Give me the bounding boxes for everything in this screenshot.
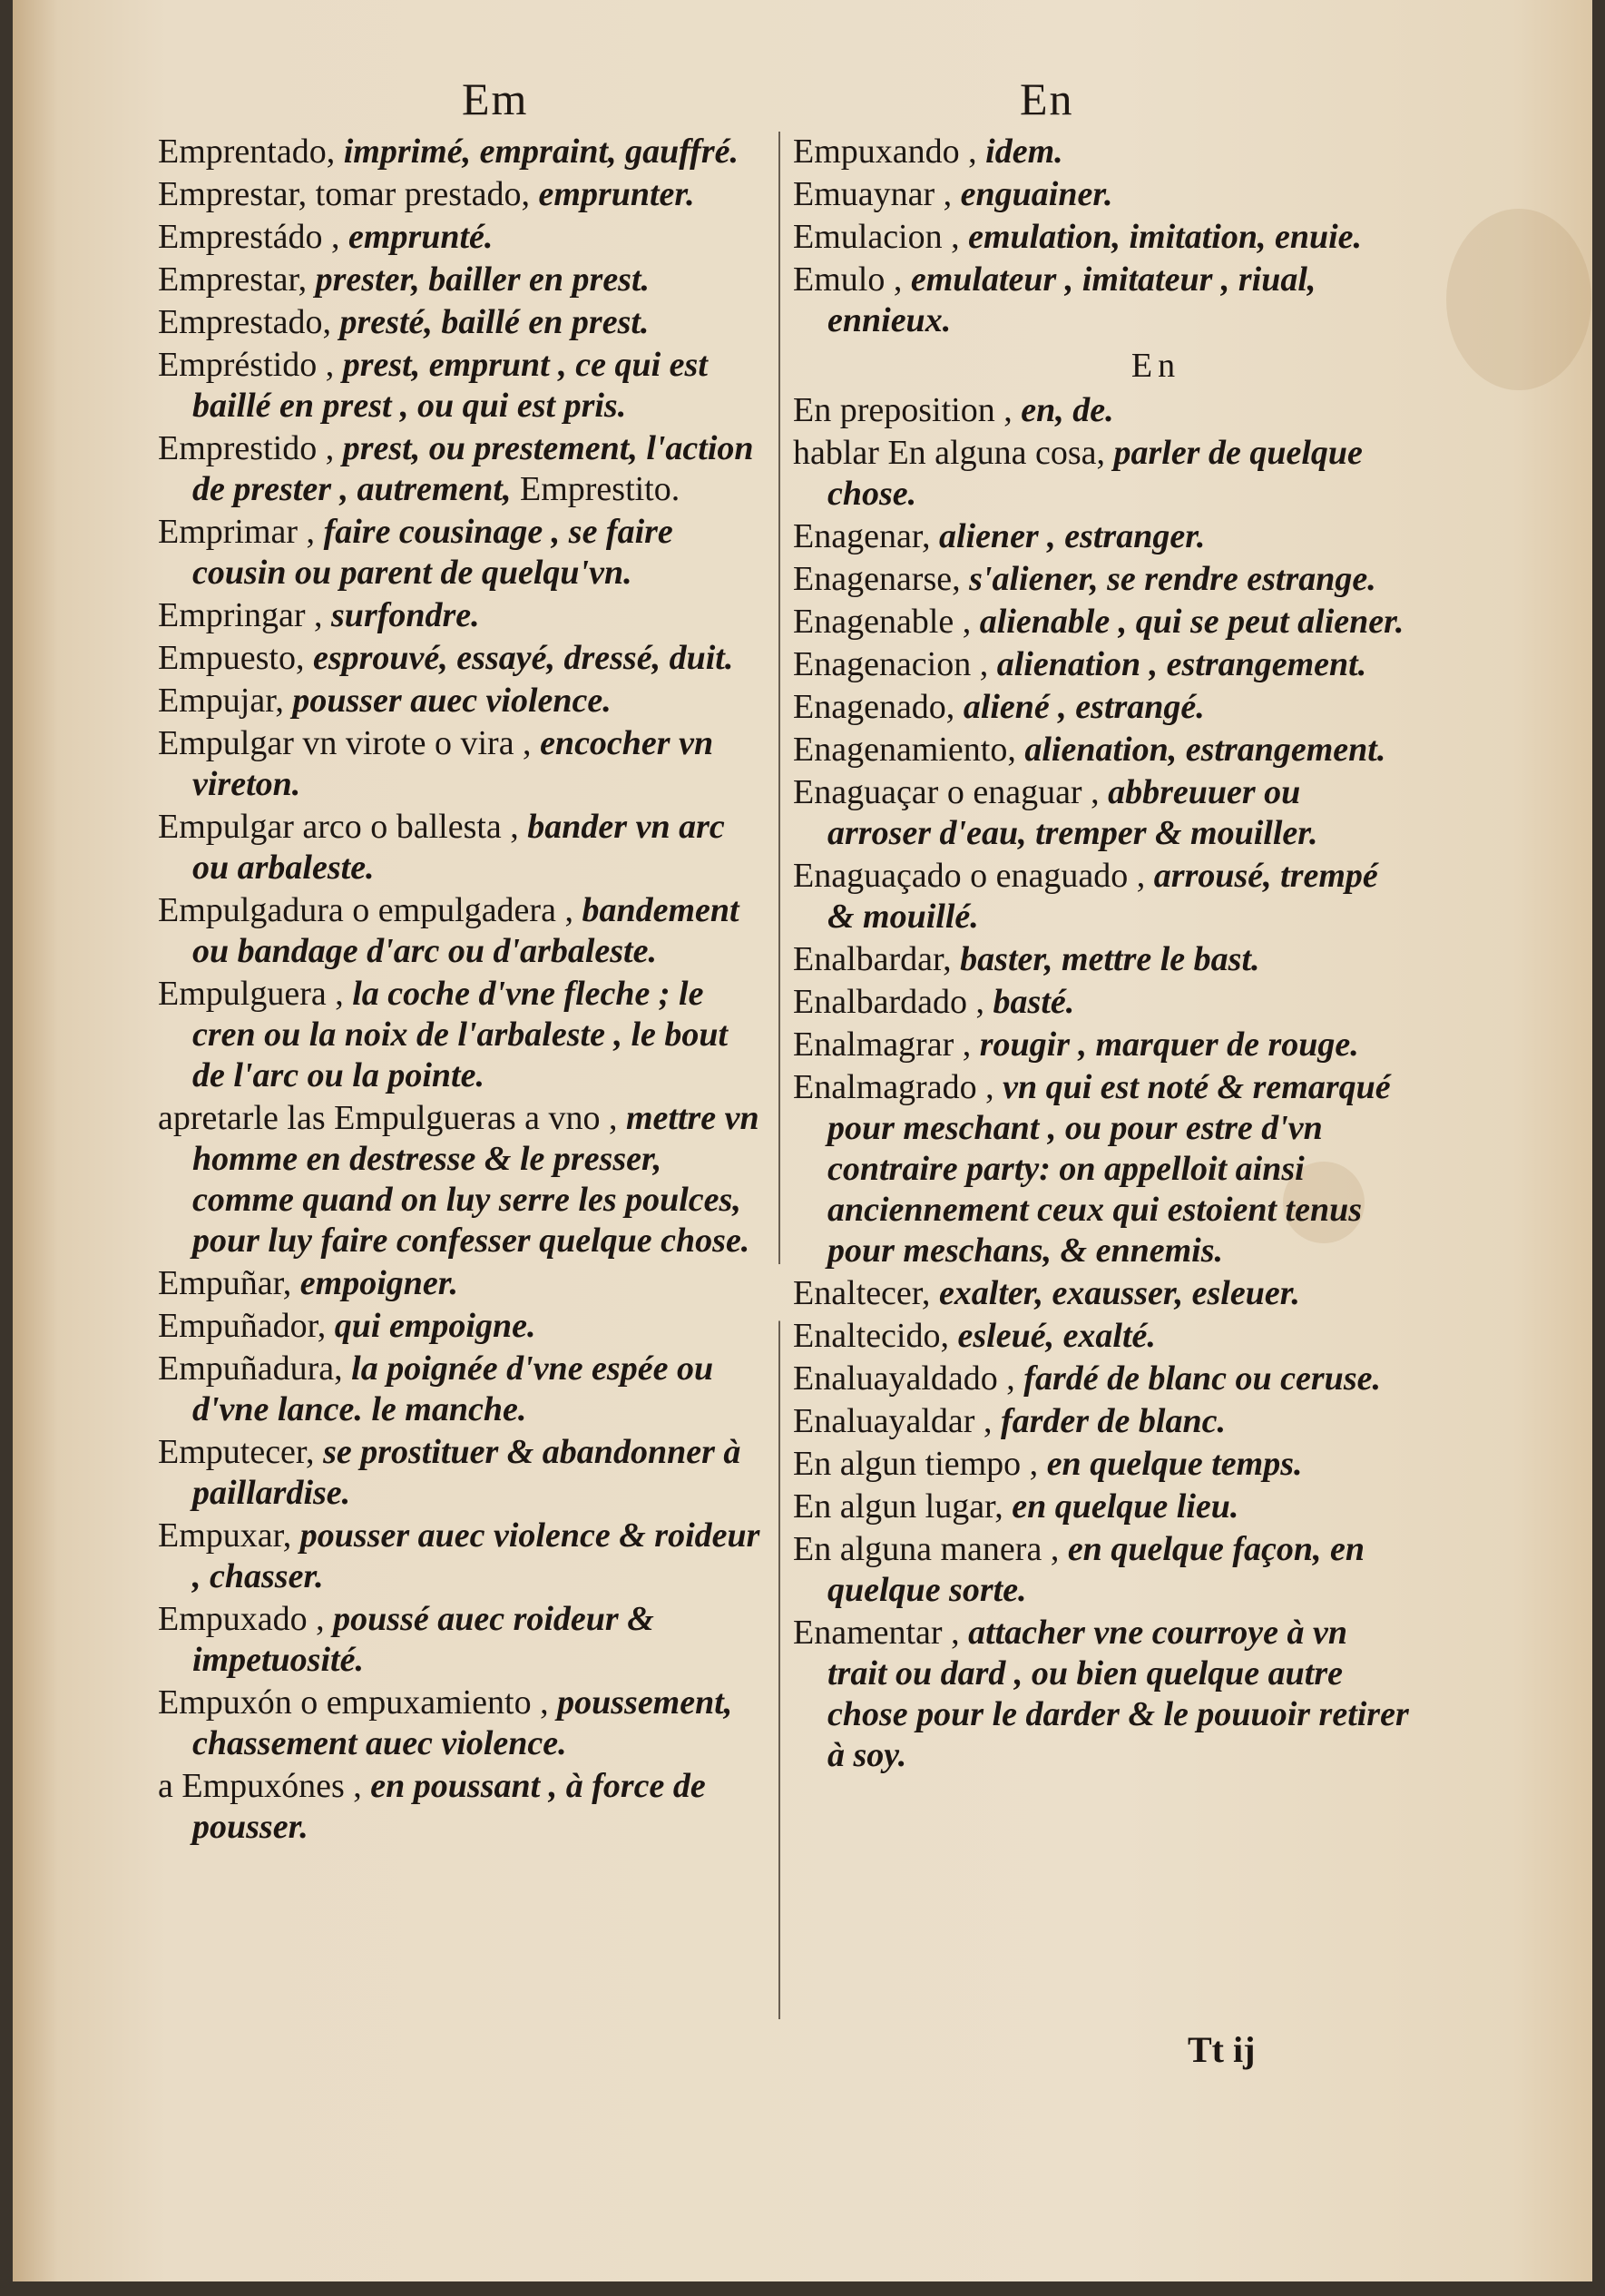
entry-headword: Empuxar, (158, 1516, 292, 1555)
entry-headword: Enamentar , (793, 1614, 960, 1652)
entry-definition: encocher vn vireton. (192, 724, 714, 803)
entry-definition: pousser auec violence. (292, 682, 612, 720)
entry-definition: fardé de blanc ou ceruse. (1023, 1359, 1381, 1398)
dictionary-entry (793, 132, 1410, 172)
entry-headword: Enaguaçar o enaguar , (793, 773, 1100, 811)
dictionary-entry (793, 1316, 1410, 1357)
entry-definition: esprouvé, essayé, dressé, duit. (312, 639, 734, 677)
entry-headword: Empulgar arco o ballesta , (158, 808, 519, 846)
entry-definition: empoigner. (299, 1264, 458, 1302)
dictionary-entry (158, 595, 766, 636)
entry-headword: Empulgadura o empulgadera , (158, 891, 573, 929)
entry-definition: farder de blanc. (1000, 1402, 1226, 1440)
entry-headword: Empujar, (158, 682, 284, 720)
dictionary-entry (793, 1273, 1410, 1314)
dictionary-entry (158, 1432, 766, 1514)
dictionary-entry (793, 1025, 1410, 1065)
entry-definition: imprimé, empraint, gauffré. (343, 132, 739, 171)
entry-headword: Enaluayaldar , (793, 1402, 993, 1440)
dictionary-entry (793, 772, 1410, 854)
dictionary-entry (793, 856, 1410, 937)
dictionary-entry (793, 644, 1410, 685)
entry-definition: baster, mettre le bast. (960, 940, 1260, 978)
entry-headword: Enagenar, (793, 517, 931, 555)
dictionary-entry (158, 260, 766, 300)
dictionary-entry (793, 730, 1410, 770)
dictionary-entry (158, 1349, 766, 1430)
right-column-en-entries (793, 390, 1410, 1776)
dictionary-entry (793, 1359, 1410, 1399)
entry-definition: alienation, estrangement. (1024, 731, 1386, 769)
entry-definition: la coche d'vne fleche ; le cren ou la noix de l'arbaleste , le bout de l'arc ou la pointe. (192, 975, 729, 1094)
binding-edge (25, 118, 49, 1933)
dictionary-entry (158, 681, 766, 721)
dictionary-entry (158, 1098, 766, 1261)
dictionary-entry (158, 302, 766, 343)
entry-definition: en quelque façon, en quelque sorte. (827, 1530, 1365, 1609)
section-heading-en: En (1130, 347, 1181, 385)
entry-headword: Enalbardar, (793, 940, 952, 978)
entry-definition: esleué, exalté. (957, 1317, 1156, 1355)
dictionary-entry (158, 1516, 766, 1597)
entry-headword: Enalmagrar , (793, 1025, 972, 1064)
entry-headword: Empringar , (158, 596, 323, 634)
right-column (793, 132, 1410, 1778)
entry-definition: surfondre. (331, 596, 480, 634)
entry-definition: prester, bailler en prest. (315, 260, 651, 299)
dictionary-entry (793, 1529, 1410, 1611)
entry-headword: Empuñador, (158, 1307, 327, 1345)
dictionary-entry (793, 559, 1410, 600)
entry-headword: Emprestado, (158, 303, 332, 341)
entry-headword: Empulgar vn virote o vira , (158, 724, 532, 762)
entry-definition: faire cousinage , se faire cousin ou parent de quelqu'vn. (192, 513, 673, 592)
entry-variant: Emprestito. (511, 470, 680, 508)
entry-headword: a Empuxónes , (158, 1767, 362, 1805)
entry-definition: bandement ou bandage d'arc ou d'arbaleste. (192, 891, 739, 970)
entry-definition: prest, ou prestement, l'action de prester , autrement, (192, 429, 754, 508)
entry-headword: Enaltecer, (793, 1274, 931, 1312)
dictionary-entry (793, 602, 1410, 643)
entry-definition: basté. (993, 983, 1075, 1021)
entry-headword: Enaguaçado o enaguado , (793, 857, 1146, 895)
dictionary-entry (158, 428, 766, 510)
dictionary-entry (793, 217, 1410, 258)
dictionary-entry (793, 1613, 1410, 1776)
entry-headword: Empuñadura, (158, 1349, 343, 1388)
dictionary-entry (793, 687, 1410, 728)
entry-definition: rougir , marquer de rouge. (979, 1025, 1359, 1064)
entry-headword: Emprestar, tomar prestado, (158, 175, 531, 213)
dictionary-entry (793, 260, 1410, 341)
entry-definition: idem. (985, 132, 1063, 171)
entry-definition: se prostituer & abandonner à paillardise. (192, 1433, 741, 1512)
entry-headword: Emprentado, (158, 132, 336, 171)
entry-definition: abbreuuer ou arroser d'eau, tremper & mouiller. (827, 773, 1318, 852)
entry-headword: En algun tiempo , (793, 1445, 1039, 1483)
entry-definition: alienation , estrangement. (996, 645, 1367, 683)
entry-headword: Emprimar , (158, 513, 316, 551)
entry-headword: Emprestádo , (158, 218, 340, 256)
entry-definition: poussement, chassement auec violence. (192, 1683, 733, 1762)
dictionary-entry (158, 1766, 766, 1848)
entry-definition: emprunter. (538, 175, 695, 213)
dictionary-entry (158, 723, 766, 805)
paper-stain (1446, 209, 1591, 390)
entry-headword: En algun lugar, (793, 1487, 1003, 1526)
entry-headword: Empuxando , (793, 132, 977, 171)
dictionary-entry (793, 982, 1410, 1023)
entry-headword: Empuxado , (158, 1600, 325, 1638)
entry-headword: Emuaynar , (793, 175, 953, 213)
entry-definition: alienable , qui se peut aliener. (979, 603, 1404, 641)
entry-headword: Enagenarse, (793, 560, 961, 598)
entry-definition: exalter, exausser, esleuer. (938, 1274, 1300, 1312)
dictionary-entry (793, 433, 1410, 515)
signature-mark: Tt ij (1188, 2029, 1256, 2070)
dictionary-entry (158, 345, 766, 427)
entry-definition: prest, emprunt , ce qui est baillé en prest , ou qui est pris. (192, 346, 708, 425)
entry-definition: mettre vn homme en destresse & le presser, comme quand on luy serre les poulces, pour luy faire confesser quelque chose. (192, 1099, 759, 1260)
entry-headword: Enalmagrado , (793, 1068, 994, 1106)
entry-definition: la poignée d'vne espée ou d'vne lance. le manche. (192, 1349, 714, 1428)
entry-headword: Enaltecido, (793, 1317, 949, 1355)
entry-definition: presté, baillé en prest. (339, 303, 650, 341)
entry-headword: Emulacion , (793, 218, 960, 256)
dictionary-entry (793, 1444, 1410, 1485)
entry-definition: en quelque lieu. (1012, 1487, 1239, 1526)
entry-headword: Enagenable , (793, 603, 972, 641)
entry-headword: Enalbardado , (793, 983, 985, 1021)
entry-definition: aliener , estranger. (938, 517, 1206, 555)
entry-headword: Empuxón o empuxamiento , (158, 1683, 549, 1722)
running-head-left: Em (462, 74, 529, 124)
entry-headword: En preposition , (793, 391, 1013, 429)
dictionary-entry (793, 174, 1410, 215)
dictionary-entry (158, 974, 766, 1096)
dictionary-entry (158, 1263, 766, 1304)
entry-headword: Emprestido , (158, 429, 335, 467)
entry-headword: Enagenamiento, (793, 731, 1016, 769)
dictionary-entry (793, 390, 1410, 431)
column-divider (778, 132, 780, 2019)
dictionary-entry (158, 512, 766, 594)
entry-definition: emulateur , imitateur , riual, ennieux. (827, 260, 1316, 339)
entry-headword: Empuñar, (158, 1264, 292, 1302)
entry-definition: arrousé, trempé & mouillé. (827, 857, 1378, 936)
entry-definition: en, de. (1021, 391, 1114, 429)
dictionary-entry (793, 516, 1410, 557)
entry-headword: Emulo , (793, 260, 903, 299)
dictionary-entry (158, 638, 766, 679)
entry-headword: Enagenacion , (793, 645, 989, 683)
dictionary-entry (793, 1067, 1410, 1271)
entry-definition: aliené , estrangé. (963, 688, 1205, 726)
dictionary-entry (793, 1401, 1410, 1442)
dictionary-page (13, 0, 1592, 2281)
entry-definition: qui empoigne. (334, 1307, 536, 1345)
entry-definition: poussé auec roideur & impetuosité. (192, 1600, 654, 1679)
entry-definition: en poussant , à force de pousser. (192, 1767, 706, 1846)
entry-headword: Empulguera , (158, 975, 344, 1013)
entry-definition: parler de quelque chose. (827, 434, 1363, 513)
entry-headword: Emputecer, (158, 1433, 315, 1471)
entry-definition: en quelque temps. (1046, 1445, 1303, 1483)
right-column-top-entries (793, 132, 1410, 341)
entry-headword: Enagenado, (793, 688, 955, 726)
entry-definition: attacher vne courroye à vn trait ou dard , ou bien quelque autre chose pour le darder & le pouuoir retirer à soy. (827, 1614, 1409, 1774)
dictionary-entry (158, 132, 766, 172)
entry-definition: emulation, imitation, enuie. (968, 218, 1363, 256)
dictionary-entry (158, 217, 766, 258)
entry-definition: vn qui est noté & remarqué pour meschant , ou pour estre d'vn contraire party: on appelloit ainsi anciennement ceux qui estoient tenus pour meschans, & ennemis. (827, 1068, 1391, 1270)
entry-headword: hablar En alguna cosa, (793, 434, 1105, 472)
entry-headword: Empréstido , (158, 346, 335, 384)
dictionary-entry (158, 1306, 766, 1347)
dictionary-entry (158, 1599, 766, 1681)
dictionary-entry (158, 174, 766, 215)
entry-definition: enguainer. (960, 175, 1113, 213)
dictionary-entry (158, 890, 766, 972)
entry-definition: s'aliener, se rendre estrange. (969, 560, 1376, 598)
entry-definition: pousser auec violence & roideur , chasser. (192, 1516, 760, 1595)
left-column (158, 132, 766, 1850)
entry-headword: Empuesto, (158, 639, 305, 677)
dictionary-entry (793, 939, 1410, 980)
entry-definition: bander vn arc ou arbaleste. (192, 808, 725, 887)
entry-headword: Enaluayaldado , (793, 1359, 1015, 1398)
entry-headword: En alguna manera , (793, 1530, 1060, 1568)
dictionary-entry (158, 1683, 766, 1764)
dictionary-entry (158, 807, 766, 888)
entry-headword: Emprestar, (158, 260, 308, 299)
running-head-right: En (1020, 74, 1074, 124)
entry-headword: apretarle las Empulgueras a vno , (158, 1099, 618, 1137)
dictionary-entry (793, 1487, 1410, 1527)
entry-definition: emprunté. (348, 218, 494, 256)
